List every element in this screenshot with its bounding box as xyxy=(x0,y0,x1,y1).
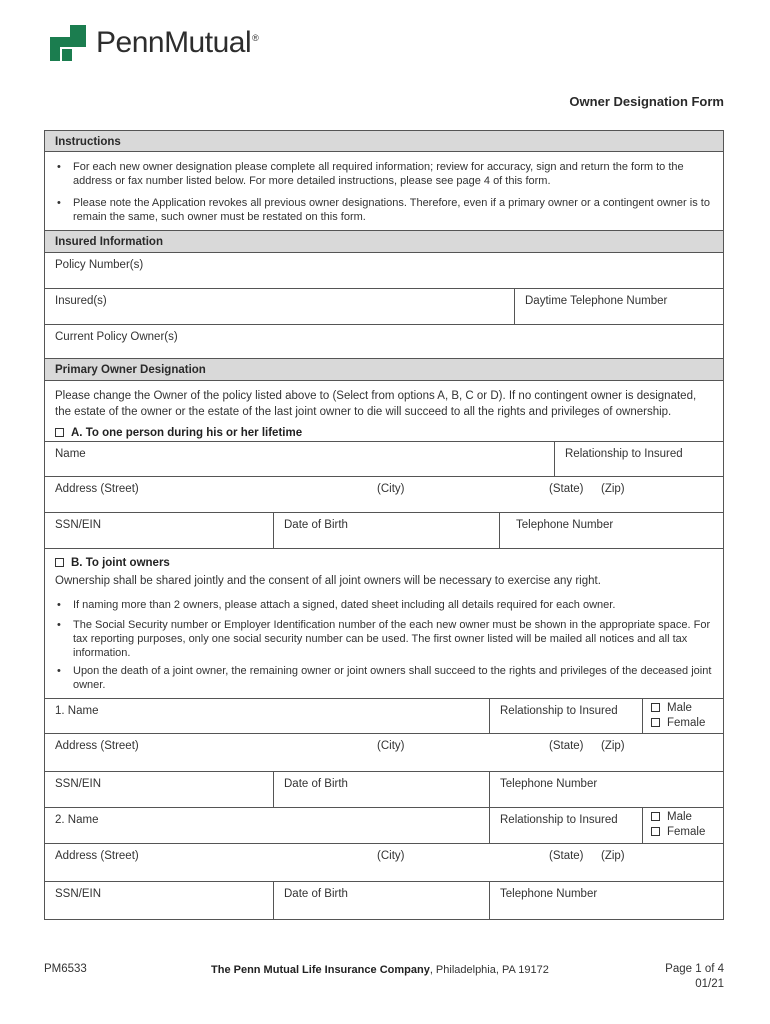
current-owner-field[interactable]: Current Policy Owner(s) xyxy=(55,331,178,343)
daytime-phone-field[interactable]: Daytime Telephone Number xyxy=(514,289,723,324)
joint-bullet: • The Social Security number or Employer Identification number of the each new owner must be shown in the appropriate space. For tax reporting purposes, only one social security number can be used. The first owner listed will be mailed all notices and all tax information. xyxy=(57,619,711,659)
option-a-phone-field[interactable]: Telephone Number xyxy=(499,513,723,548)
primary-intro-text: Please change the Owner of the policy listed above to (Select from options A, B, C or D). If no contingent owner is designated, the estate of the owner or the estate of the last joint owner to die will succeed to all the rights and privileges of ownership. xyxy=(55,390,697,418)
option-a-label: A. To one person during his or her lifetime xyxy=(71,427,303,439)
owner1-relationship-field[interactable]: Relationship to Insured xyxy=(489,699,642,733)
insured-info-section xyxy=(44,253,724,359)
owner2-relationship-field[interactable]: Relationship to Insured xyxy=(489,808,642,843)
owner2-sex-options xyxy=(642,808,723,843)
joint-intro-text: Ownership shall be shared jointly and the consent of all joint owners will be necessary to exercise any right. xyxy=(55,575,601,587)
primary-owner-section xyxy=(44,381,724,920)
owner2-city-field[interactable]: (City) xyxy=(377,850,405,862)
owner2-male-checkbox[interactable] xyxy=(651,812,660,821)
option-a-name-field[interactable]: Name xyxy=(55,448,86,460)
joint-bullet: • If naming more than 2 owners, please attach a signed, dated sheet including all details required for each owner. xyxy=(57,599,616,611)
form-sheet xyxy=(44,130,724,920)
owner2-zip-field[interactable]: (Zip) xyxy=(601,850,625,862)
owner2-street-field[interactable]: Address (Street) xyxy=(55,850,139,862)
owner1-zip-field[interactable]: (Zip) xyxy=(601,740,625,752)
owner1-female-option[interactable]: Female xyxy=(651,716,723,731)
owner1-phone-field[interactable]: Telephone Number xyxy=(489,772,723,807)
footer-page-info xyxy=(665,962,724,992)
owner1-city-field[interactable]: (City) xyxy=(377,740,405,752)
option-a-street-field[interactable]: Address (Street) xyxy=(55,483,139,495)
instruction-bullet: • For each new owner designation please complete all required information; review for accuracy, sign and return the form to the address or fax number listed below. For more detailed instructions, please see page 4 of this form. xyxy=(57,161,684,187)
instructions-header: Instructions xyxy=(44,130,724,152)
policy-number-field[interactable]: Policy Number(s) xyxy=(55,259,144,271)
page-number: Page 1 of 4 xyxy=(665,963,724,975)
owner1-sex-options xyxy=(642,699,723,733)
footer-company: The Penn Mutual Life Insurance Company, Philadelphia, PA 19172 xyxy=(211,964,549,976)
owner2-state-field[interactable]: (State) xyxy=(549,850,584,862)
logo-wordmark: PennMutual® xyxy=(96,26,259,59)
instruction-bullet: • Please note the Application revokes all previous owner designations. Therefore, even if a primary owner or a contingent owner is to remain the same, such owner must be restated on this form. xyxy=(57,197,710,223)
owner2-female-option[interactable]: Female xyxy=(651,825,723,840)
primary-owner-header: Primary Owner Designation xyxy=(44,359,724,381)
insured-info-header: Insured Information xyxy=(44,231,724,253)
owner1-dob-field[interactable]: Date of Birth xyxy=(273,772,489,807)
form-code: PM6533 xyxy=(44,963,87,975)
owner1-male-option[interactable]: Male xyxy=(651,701,723,716)
owner2-ssn-field[interactable]: SSN/EIN xyxy=(55,888,102,900)
insureds-field[interactable]: Insured(s) xyxy=(55,295,107,307)
owner1-name-field[interactable]: 1. Name xyxy=(55,705,99,717)
penn-mutual-logo-icon xyxy=(48,23,88,63)
owner2-female-checkbox[interactable] xyxy=(651,827,660,836)
owner1-state-field[interactable]: (State) xyxy=(549,740,584,752)
option-a-city-field[interactable]: (City) xyxy=(377,483,405,495)
option-b-row[interactable] xyxy=(55,553,713,571)
owner1-female-checkbox[interactable] xyxy=(651,718,660,727)
option-b-checkbox[interactable] xyxy=(55,558,64,567)
option-a-row[interactable] xyxy=(55,423,713,441)
owner1-male-checkbox[interactable] xyxy=(651,703,660,712)
owner2-dob-field[interactable]: Date of Birth xyxy=(273,882,489,919)
owner1-street-field[interactable]: Address (Street) xyxy=(55,740,139,752)
owner2-male-option[interactable]: Male xyxy=(651,810,723,825)
option-a-ssn-field[interactable]: SSN/EIN xyxy=(55,519,102,531)
owner2-name-field[interactable]: 2. Name xyxy=(55,814,99,826)
owner2-phone-field[interactable]: Telephone Number xyxy=(489,882,723,919)
owner1-ssn-field[interactable]: SSN/EIN xyxy=(55,778,102,790)
penn-mutual-logo xyxy=(48,22,258,64)
form-title: Owner Designation Form xyxy=(569,94,724,109)
joint-bullet: • Upon the death of a joint owner, the remaining owner or joint owners shall succeed to the rights and privileges of the deceased joint owner. xyxy=(57,665,712,691)
option-b-label: B. To joint owners xyxy=(71,557,170,569)
option-a-dob-field[interactable]: Date of Birth xyxy=(273,513,499,548)
option-a-relationship-field[interactable]: Relationship to Insured xyxy=(554,442,723,476)
option-a-state-field[interactable]: (State) xyxy=(549,483,584,495)
form-date: 01/21 xyxy=(695,978,724,990)
option-a-zip-field[interactable]: (Zip) xyxy=(601,483,625,495)
option-a-checkbox[interactable] xyxy=(55,428,64,437)
instructions-section xyxy=(44,152,724,231)
